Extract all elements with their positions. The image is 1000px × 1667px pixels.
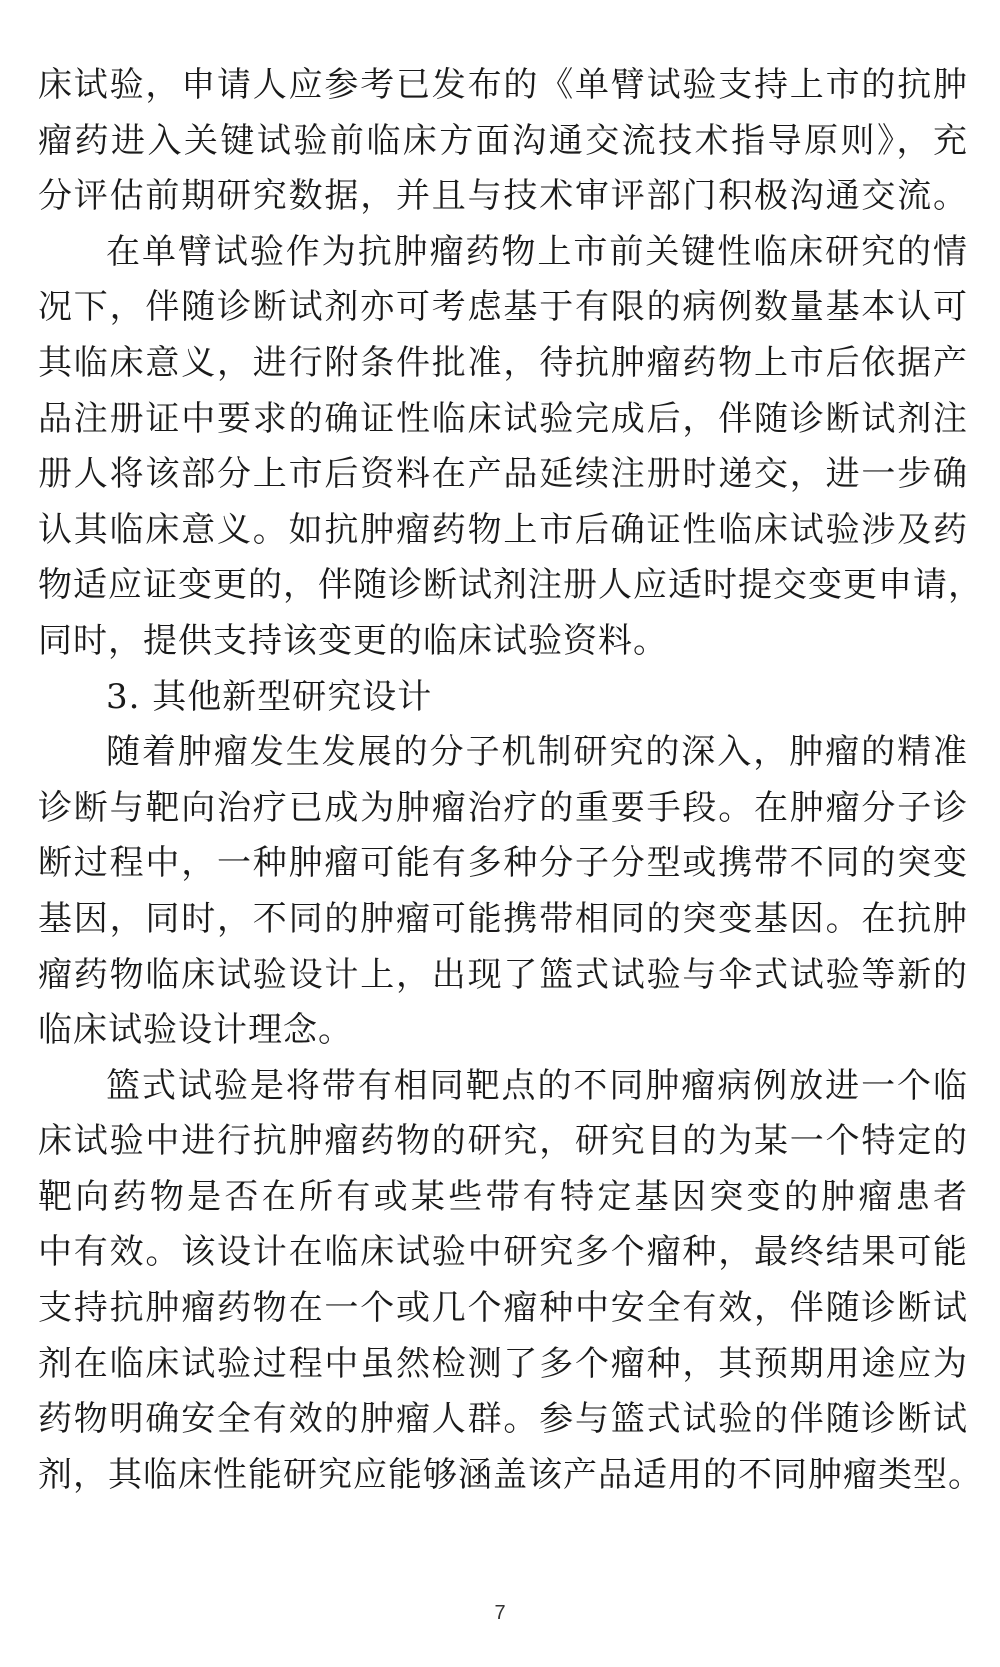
- text-line: 品注册证中要求的确证性临床试验完成后，伴随诊断试剂注: [38, 398, 968, 439]
- text-line: 瘤药物临床试验设计上，出现了篮式试验与伞式试验等新的: [38, 954, 968, 995]
- text-line: 剂在临床试验过程中虽然检测了多个瘤种，其预期用途应为: [38, 1343, 968, 1384]
- text-line: 在单臂试验作为抗肿瘤药物上市前关键性临床研究的情: [106, 231, 968, 272]
- text-line: 篮式试验是将带有相同靶点的不同肿瘤病例放进一个临: [106, 1065, 968, 1106]
- text-line: 靶向药物是否在所有或某些带有特定基因突变的肿瘤患者: [38, 1176, 968, 1217]
- text-line: 况下，伴随诊断试剂亦可考虑基于有限的病例数量基本认可: [38, 287, 968, 328]
- text-line: 床试验，申请人应参考已发布的《单臂试验支持上市的抗肿: [38, 65, 968, 105]
- text-line: 诊断与靶向治疗已成为肿瘤治疗的重要手段。在肿瘤分子诊: [38, 787, 968, 828]
- text-line: 分评估前期研究数据，并且与技术审评部门积极沟通交流。: [38, 176, 968, 217]
- text-line: 瘤药进入关键试验前临床方面沟通交流技术指导原则》，充: [38, 120, 968, 161]
- text-line: 随着肿瘤发生发展的分子机制研究的深入，肿瘤的精准: [106, 732, 968, 773]
- text-line: 3. 其他新型研究设计: [106, 676, 433, 717]
- text-line: 基因，同时，不同的肿瘤可能携带相同的突变基因。在抗肿: [38, 898, 968, 939]
- text-line: 支持抗肿瘤药物在一个或几个瘤种中安全有效，伴随诊断试: [38, 1288, 968, 1329]
- text-line: 册人将该部分上市后资料在产品延续注册时递交，进一步确: [38, 454, 968, 495]
- text-line: 断过程中，一种肿瘤可能有多种分子分型或携带不同的突变: [38, 843, 968, 884]
- text-line: 临床试验设计理念。: [38, 1010, 353, 1051]
- text-line: 同时，提供支持该变更的临床试验资料。: [38, 620, 668, 661]
- text-line: 认其临床意义。如抗肿瘤药物上市后确证性临床试验涉及药: [38, 509, 968, 550]
- text-line: 中有效。该设计在临床试验中研究多个瘤种，最终结果可能: [38, 1232, 968, 1273]
- text-line: 床试验中进行抗肿瘤药物的研究，研究目的为某一个特定的: [38, 1121, 968, 1162]
- page-number: 7: [494, 1602, 506, 1624]
- text-line: 其临床意义，进行附条件批准，待抗肿瘤药物上市后依据产: [38, 342, 968, 383]
- text-line: 物适应证变更的，伴随诊断试剂注册人应适时提交变更申请，: [38, 565, 983, 606]
- body-text: [38, 58, 983, 1503]
- text-line: 药物明确安全有效的肿瘤人群。参与篮式试验的伴随诊断试: [38, 1399, 968, 1440]
- text-line: 剂，其临床性能研究应能够涵盖该产品适用的不同肿瘤类型。: [38, 1454, 983, 1495]
